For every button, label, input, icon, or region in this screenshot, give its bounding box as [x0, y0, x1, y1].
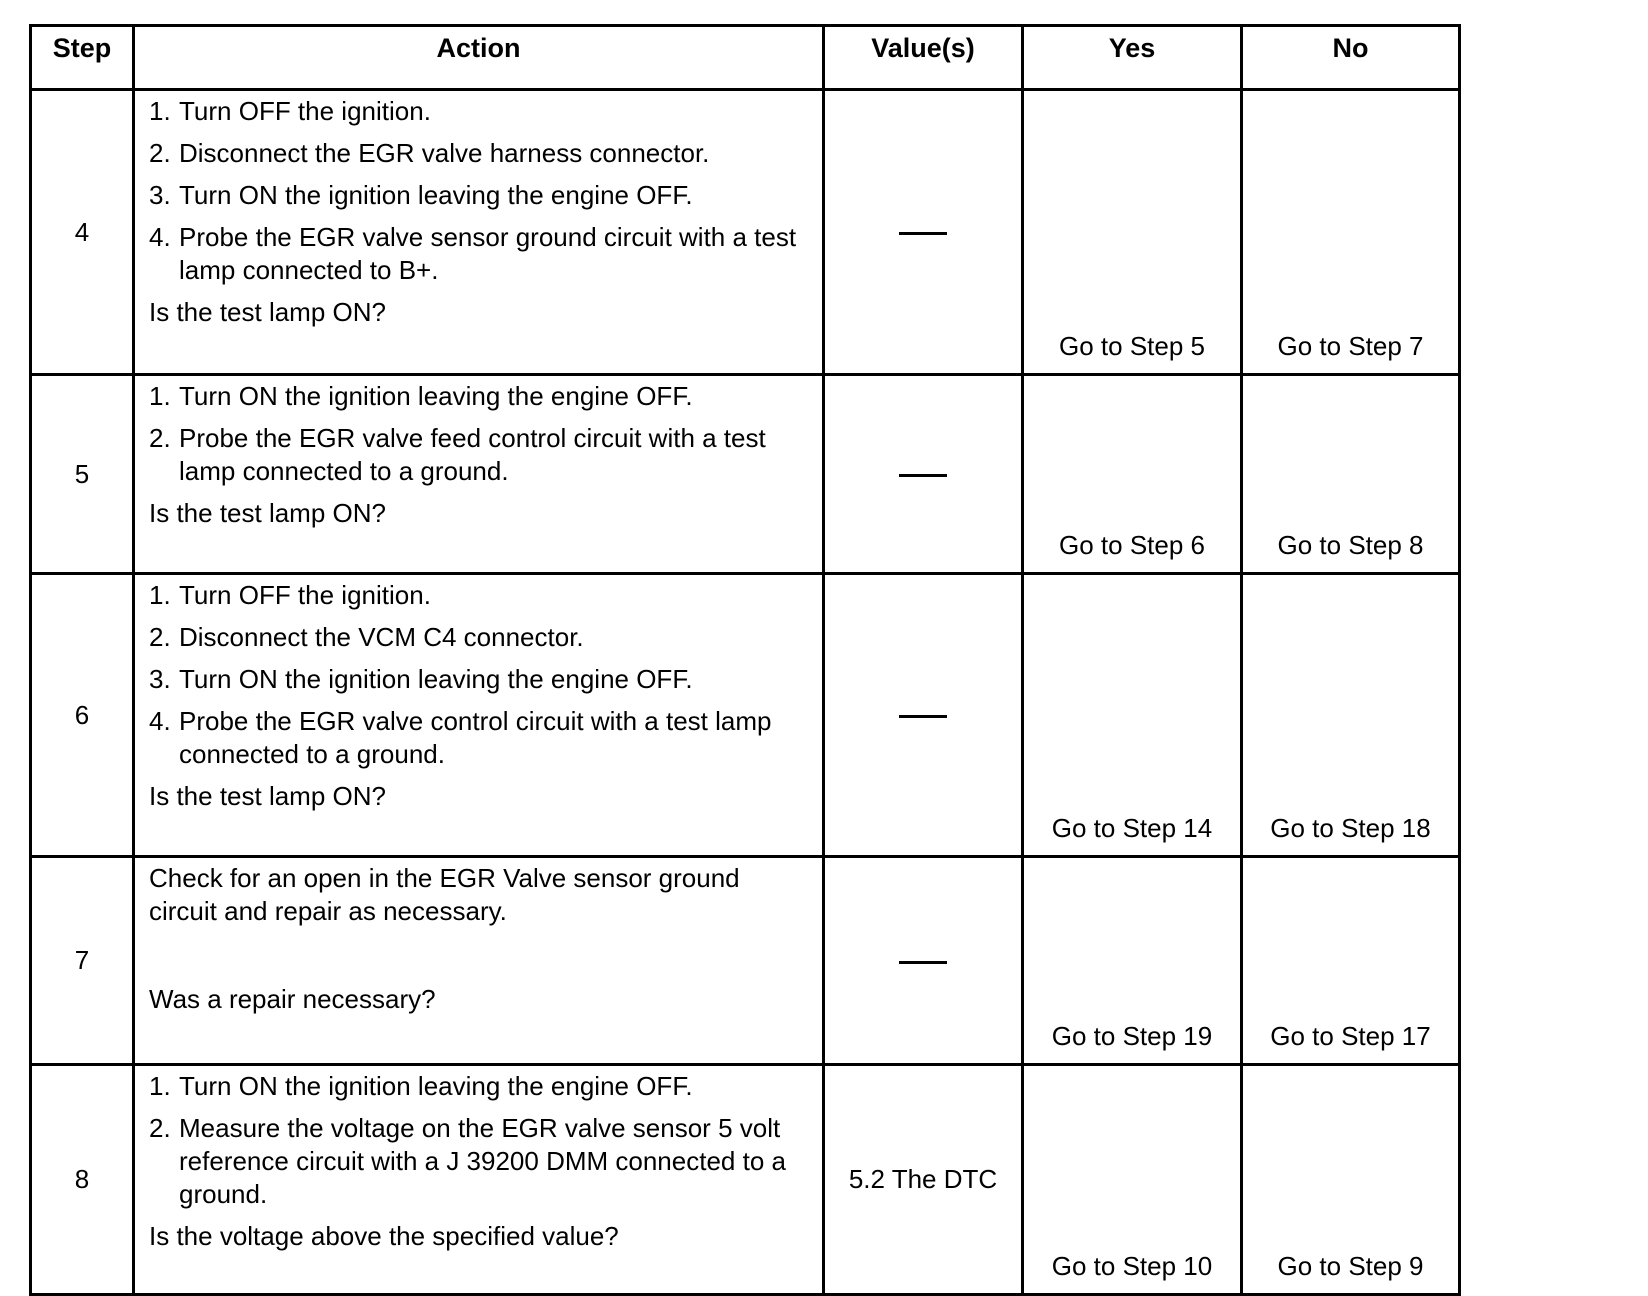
step-number: 8: [31, 1065, 134, 1295]
header-row: [31, 26, 1460, 90]
step-number: 6: [31, 574, 134, 857]
header-yes: Yes: [1023, 26, 1242, 90]
no-cell: Go to Step 17: [1242, 857, 1460, 1065]
action-cell: [134, 574, 824, 857]
action-item: [149, 422, 810, 488]
action-item-text: Probe the EGR valve feed control circuit with a test lamp connected to a ground.: [179, 423, 766, 486]
header-action: Action: [134, 26, 824, 90]
table-row-step-7: [31, 857, 1460, 1065]
step-number: 5: [31, 375, 134, 574]
action-item-text: Turn OFF the ignition.: [179, 580, 431, 610]
action-item: [149, 1112, 810, 1211]
action-item-number: 4.: [149, 706, 171, 736]
yes-cell: Go to Step 10: [1023, 1065, 1242, 1295]
em-dash-value: [899, 961, 947, 964]
yes-cell: Go to Step 19: [1023, 857, 1242, 1065]
action-item-number: 1.: [149, 381, 171, 411]
action-cell: [134, 90, 824, 375]
value-cell: [824, 90, 1023, 375]
yes-cell: Go to Step 5: [1023, 90, 1242, 375]
em-dash-value: [899, 715, 947, 718]
action-item-number: 3.: [149, 664, 171, 694]
action-question: Was a repair necessary?: [149, 984, 436, 1014]
action-item: [149, 579, 810, 612]
action-item: [149, 380, 810, 413]
action-item-text: Probe the EGR valve control circuit with a test lamp connected to a ground.: [179, 706, 772, 769]
action-item: [149, 221, 810, 287]
action-question: Is the test lamp ON?: [149, 781, 386, 811]
action-item-number: 2.: [149, 1113, 171, 1143]
action-question: Is the voltage above the specified value?: [149, 1221, 619, 1251]
action-question: Is the test lamp ON?: [149, 498, 386, 528]
action-item-number: 1.: [149, 1071, 171, 1101]
header-no: No: [1242, 26, 1460, 90]
action-item-number: 1.: [149, 96, 171, 126]
action-item-text: Disconnect the VCM C4 connector.: [179, 622, 584, 652]
no-cell: Go to Step 7: [1242, 90, 1460, 375]
action-item-text: Turn ON the ignition leaving the engine OFF.: [179, 1071, 693, 1101]
action-item: [149, 705, 810, 771]
em-dash-value: [899, 474, 947, 477]
action-item-text: Turn ON the ignition leaving the engine OFF.: [179, 381, 693, 411]
header-values: Value(s): [824, 26, 1023, 90]
action-item-text: Measure the voltage on the EGR valve sensor 5 volt reference circuit with a J 39200 DMM connected to a ground.: [179, 1113, 786, 1209]
action-question: Is the test lamp ON?: [149, 297, 386, 327]
table-row-step-6: [31, 574, 1460, 857]
table-row-step-4: [31, 90, 1460, 375]
value-cell: [824, 574, 1023, 857]
action-item: [149, 663, 810, 696]
action-item-number: 2.: [149, 423, 171, 453]
action-item: [149, 1070, 810, 1103]
yes-cell: Go to Step 6: [1023, 375, 1242, 574]
action-item: [149, 95, 810, 128]
diagnostic-table: [29, 24, 1461, 1296]
action-item: [149, 179, 810, 212]
action-item: [149, 621, 810, 654]
action-item-text: Turn ON the ignition leaving the engine OFF.: [179, 180, 693, 210]
action-item-number: 2.: [149, 138, 171, 168]
action-item-text: Turn ON the ignition leaving the engine OFF.: [179, 664, 693, 694]
action-item-number: 3.: [149, 180, 171, 210]
action-item-number: 1.: [149, 580, 171, 610]
action-paragraph: Check for an open in the EGR Valve sensor ground circuit and repair as necessary.: [149, 863, 740, 926]
action-item-number: 2.: [149, 622, 171, 652]
table-row-step-5: [31, 375, 1460, 574]
step-number: 4: [31, 90, 134, 375]
action-item-text: Turn OFF the ignition.: [179, 96, 431, 126]
yes-cell: Go to Step 14: [1023, 574, 1242, 857]
action-item-text: Probe the EGR valve sensor ground circuit with a test lamp connected to B+.: [179, 222, 797, 285]
action-cell: [134, 375, 824, 574]
step-number: 7: [31, 857, 134, 1065]
no-cell: Go to Step 9: [1242, 1065, 1460, 1295]
action-item-number: 4.: [149, 222, 171, 252]
value-cell: 5.2 The DTC: [824, 1065, 1023, 1295]
header-step: Step: [31, 26, 134, 90]
value-cell: [824, 375, 1023, 574]
action-item-text: Disconnect the EGR valve harness connector.: [179, 138, 710, 168]
em-dash-value: [899, 232, 947, 235]
value-cell: [824, 857, 1023, 1065]
action-cell: [134, 857, 824, 1065]
action-item: [149, 137, 810, 170]
no-cell: Go to Step 18: [1242, 574, 1460, 857]
action-cell: [134, 1065, 824, 1295]
no-cell: Go to Step 8: [1242, 375, 1460, 574]
table-row-step-8: [31, 1065, 1460, 1295]
